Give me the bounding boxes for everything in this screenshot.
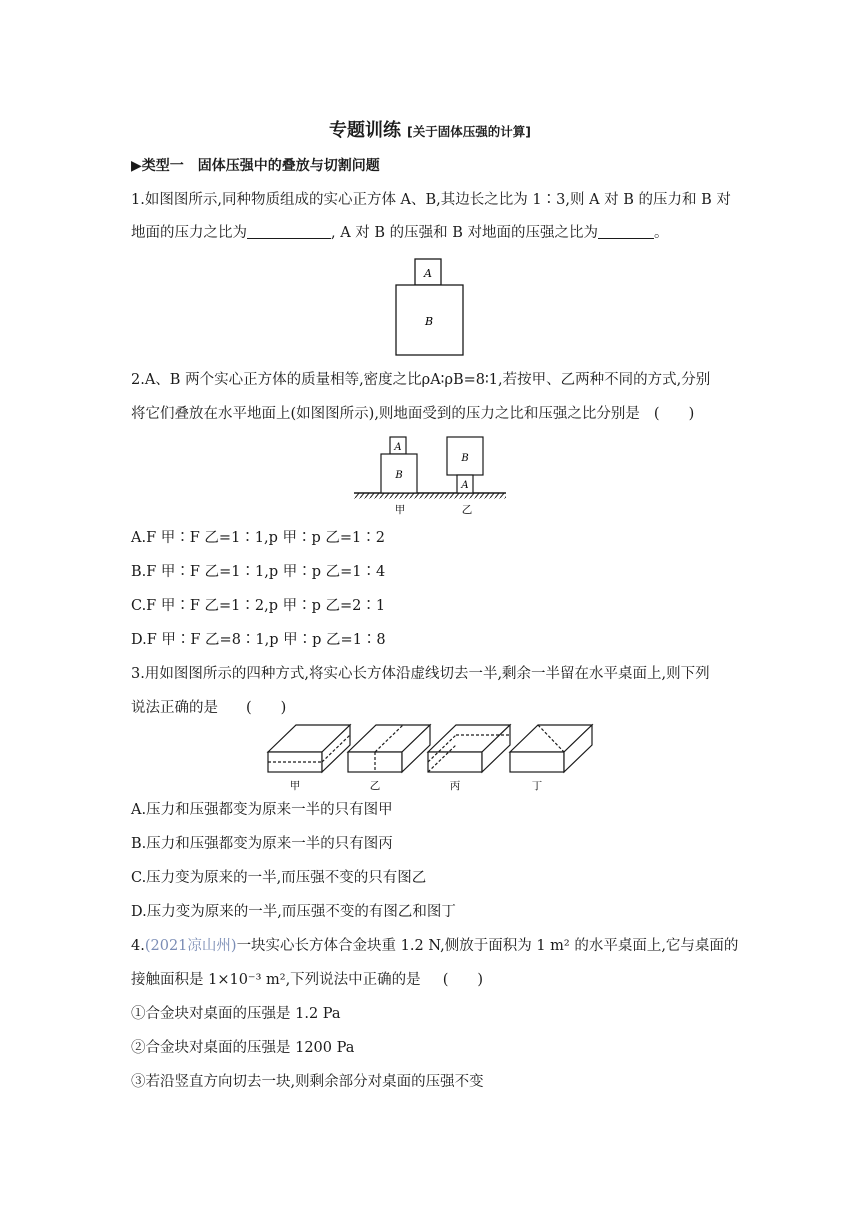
q3-block-ding	[510, 725, 592, 772]
q2-figure	[350, 432, 510, 520]
q3-option-a[interactable]: A.压力和压强都变为原来一半的只有图甲	[131, 802, 393, 818]
q2-line1: 2.A、B 两个实心正方体的质量相等,密度之比ρA∶ρB=8∶1,若按甲、乙两种不同的方式,分别	[131, 372, 711, 388]
q3-block-bing	[428, 725, 510, 772]
q2-answer-paren[interactable]: ( )	[653, 406, 695, 422]
q1-label-b: B	[424, 315, 434, 328]
q3-line2	[131, 698, 286, 718]
q2-option-d[interactable]: D.F 甲∶F 乙=8∶1,p 甲∶p 乙=1∶8	[131, 632, 386, 648]
q2-option-a[interactable]: A.F 甲∶F 乙=1∶1,p 甲∶p 乙=1∶2	[131, 530, 386, 546]
q2-option-c[interactable]: C.F 甲∶F 乙=1∶2,p 甲∶p 乙=2∶1	[131, 598, 386, 614]
q4-line1-rest: 一块实心长方体合金块重 1.2 N,侧放于面积为 1 m² 的水平桌面上,它与桌面的	[236, 938, 739, 954]
q4-line1	[131, 936, 738, 956]
q4-source: (2021凉山州)	[144, 938, 237, 954]
q2-line2	[131, 404, 694, 424]
q3-label-yi: 乙	[369, 780, 381, 792]
q1-figure	[380, 255, 490, 360]
q3-answer-paren[interactable]: ( )	[246, 700, 287, 716]
q3-figure	[262, 722, 602, 794]
q3-line2-text: 说法正确的是	[131, 700, 218, 716]
page-subtitle: [关于固体压强的计算]	[407, 124, 531, 139]
q2-yi-label-a: A	[461, 480, 469, 491]
q2-ground-hatch	[354, 494, 506, 499]
q3-block-yi	[348, 725, 430, 772]
q4-number: 4.	[131, 938, 145, 954]
q4-statement-2: ②合金块对桌面的压强是 1200 Pa	[131, 1040, 355, 1056]
q4-line2-text: 接触面积是 1×10⁻³ m²,下列说法中正确的是	[131, 972, 421, 988]
page-title: 专题训练	[329, 120, 402, 141]
q3-block-jia	[268, 725, 350, 772]
q4-answer-paren[interactable]: ( )	[442, 972, 484, 988]
q2-option-b[interactable]: B.F 甲∶F 乙=1∶1,p 甲∶p 乙=1∶4	[131, 564, 386, 580]
q2-yi-label-b: B	[461, 453, 469, 464]
q1-answer-blank-1[interactable]	[247, 224, 331, 239]
q1-line2-c: 。	[654, 225, 669, 241]
q2-jia-label-b: B	[395, 470, 403, 481]
q2-line2-text: 将它们叠放在水平地面上(如图图所示),则地面受到的压力之比和压强之比分别是	[131, 406, 640, 422]
page-title-block	[0, 116, 860, 142]
q1-line1: 1.如图图所示,同种物质组成的实心正方体 A、B,其边长之比为 1∶3,则 A 对 B 的压力和 B 对	[131, 192, 731, 208]
q1-label-a: A	[424, 267, 432, 280]
q3-label-bing: 丙	[449, 780, 461, 792]
q2-jia-label-a: A	[394, 442, 402, 453]
q3-line1: 3.用如图图所示的四种方式,将实心长方体沿虚线切去一半,剩余一半留在水平桌面上,则下列	[131, 666, 710, 682]
q4-line2	[131, 970, 483, 990]
q4-statement-1: ①合金块对桌面的压强是 1.2 Pa	[131, 1006, 341, 1022]
section-heading: ▶类型一 固体压强中的叠放与切割问题	[131, 158, 380, 174]
q1-answer-blank-2[interactable]	[598, 224, 654, 239]
q4-statement-3: ③若沿竖直方向切去一块,则剩余部分对桌面的压强不变	[131, 1074, 484, 1090]
q1-line2-a: 地面的压力之比为	[131, 225, 247, 241]
q3-option-d[interactable]: D.压力变为原来的一半,而压强不变的有图乙和图丁	[131, 904, 456, 920]
q1-line2	[131, 223, 669, 243]
q1-line2-b: , A 对 B 的压强和 B 对地面的压强之比为	[331, 225, 599, 241]
q3-option-c[interactable]: C.压力变为原来的一半,而压强不变的只有图乙	[131, 870, 427, 886]
q3-label-ding: 丁	[531, 780, 543, 792]
q2-label-jia: 甲	[394, 504, 406, 516]
q2-label-yi: 乙	[461, 504, 473, 516]
q3-label-jia: 甲	[289, 780, 301, 792]
q3-option-b[interactable]: B.压力和压强都变为原来一半的只有图丙	[131, 836, 393, 852]
